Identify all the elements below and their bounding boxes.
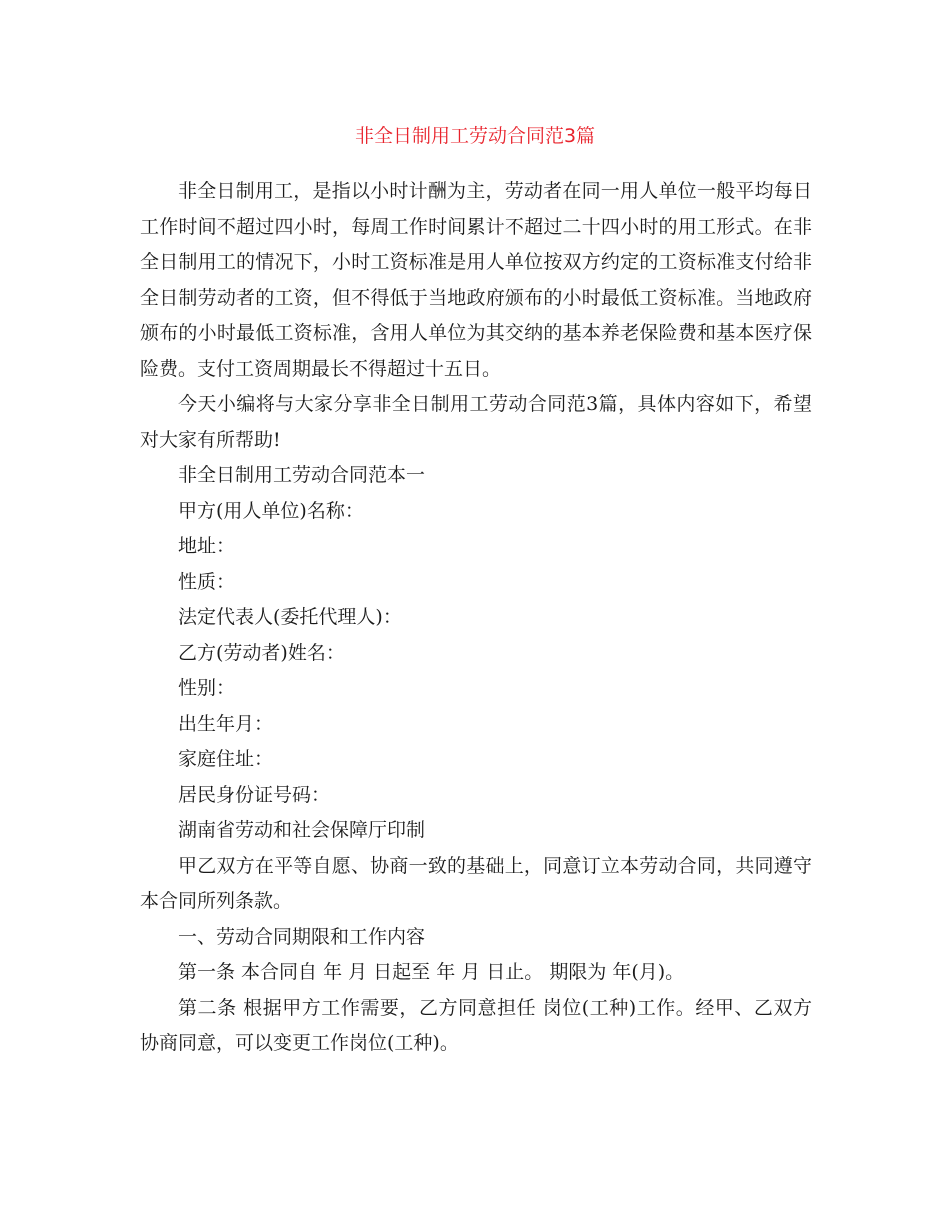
document-title: 非全日制用工劳动合同范3篇 — [354, 125, 596, 147]
nature-field: 性质： — [178, 570, 236, 593]
agreement-paragraph: 甲乙双方在平等自愿、协商一致的基础上，同意订立本劳动合同，共同遵守本合同所列条款。 — [140, 854, 812, 912]
party-b-name-field: 乙方(劳动者)姓名： — [178, 641, 345, 664]
intro-paragraph: 非全日制用工，是指以小时计酬为主，劳动者在同一用人单位一般平均每日工作时间不超过四小时，每周工作时间累计不超过二十四小时的用工形式。在非全日制用工的情况下，小时工资标准是用人单位按双方约定的工资标准支付给非全日制劳动者的工资，但不得低于当地政府颁布的小时最低工资标准。当地政府颁布的小时最低工资标准，含用人单位为其交纳的基本养老保险费和基本医疗保险费。支付工资周期最长不得超过十五日。 — [140, 180, 812, 380]
home-address-field: 家庭住址： — [178, 748, 274, 770]
article-1: 第一条 本合同自 年 月 日起至 年 月 日止。 期限为 年(月)。 — [178, 961, 685, 983]
birth-date-field: 出生年月： — [178, 712, 274, 735]
contract-heading: 非全日制用工劳动合同范本一 — [178, 464, 426, 486]
section-heading-1: 一、劳动合同期限和工作内容 — [178, 925, 426, 948]
legal-representative-field: 法定代表人(委托代理人)： — [178, 606, 402, 628]
party-a-name-field: 甲方(用人单位)名称： — [178, 499, 364, 522]
share-paragraph: 今天小编将与大家分享非全日制用工劳动合同范3篇，具体内容如下，希望对大家有所帮助! — [140, 393, 812, 451]
address-field: 地址： — [178, 535, 236, 557]
document-body — [140, 159, 812, 1062]
printer-line: 湖南省劳动和社会保障厅印制 — [178, 819, 426, 841]
article-2: 第二条 根据甲方工作需要，乙方同意担任 岗位(工种)工作。经甲、乙双方协商同意，可以变更工作岗位(工种)。 — [140, 996, 812, 1054]
gender-field: 性别： — [178, 677, 236, 699]
id-number-field: 居民身份证号码： — [178, 783, 331, 806]
